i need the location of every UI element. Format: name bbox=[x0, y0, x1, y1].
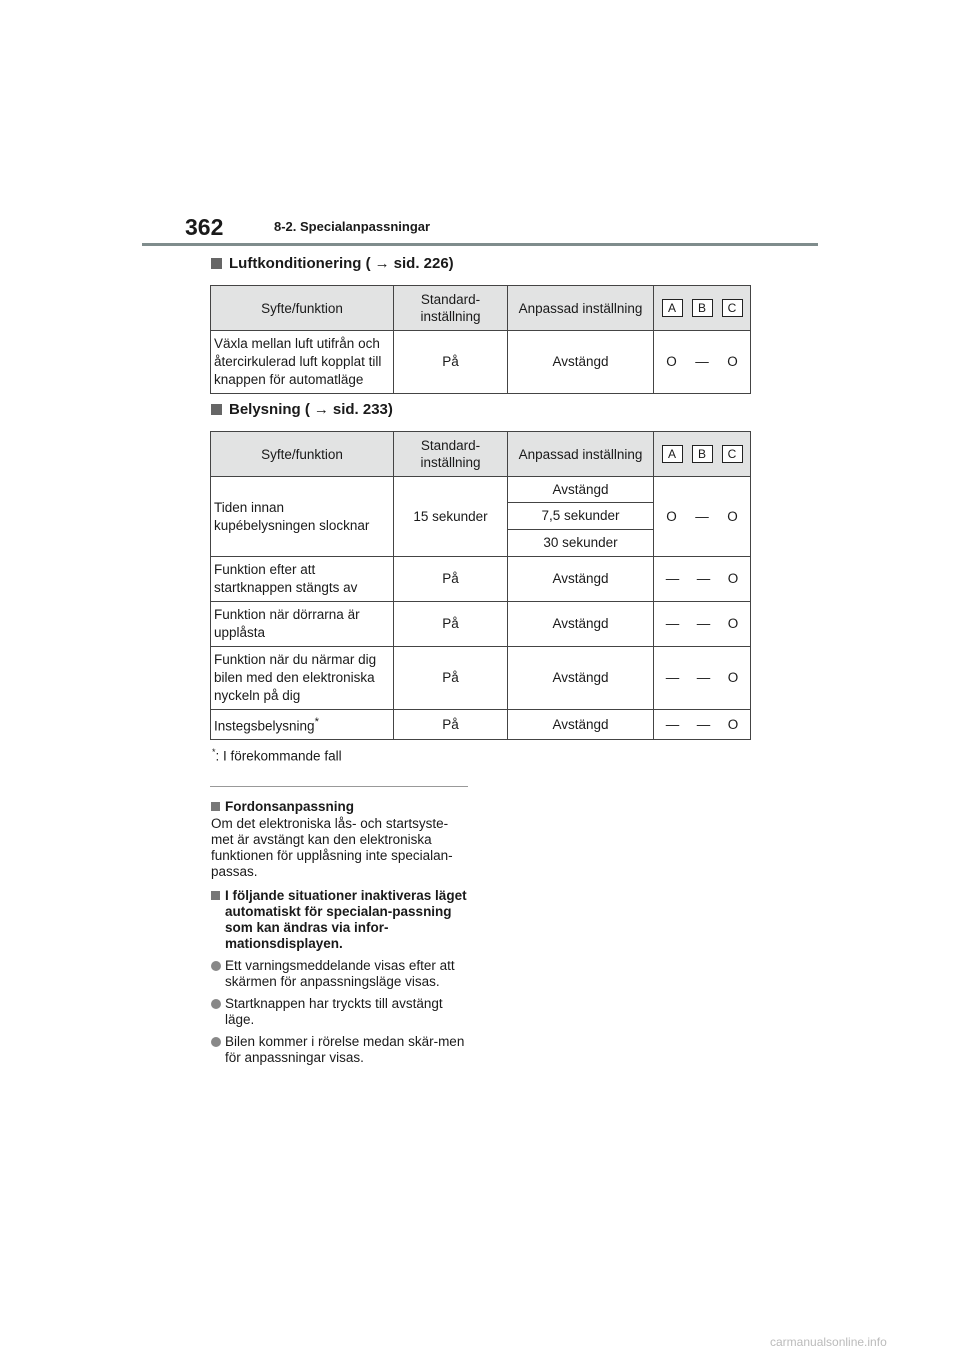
cell-abc: O — O bbox=[654, 331, 751, 394]
header-anpassad: Anpassad inställning bbox=[508, 286, 654, 331]
notes-divider bbox=[210, 786, 468, 787]
label-a: A bbox=[662, 445, 683, 463]
label-c: C bbox=[722, 445, 743, 463]
list-item: Ett varningsmeddelande visas efter att skärmen för anpassningsläge visas. bbox=[211, 958, 469, 990]
cell-abc: O — O bbox=[654, 477, 751, 557]
header-standard: Standard- inställning bbox=[394, 432, 508, 477]
label-b: B bbox=[692, 299, 713, 317]
label-b: B bbox=[692, 445, 713, 463]
arrow-right-icon: → bbox=[313, 401, 329, 418]
cell-custom: Avstängd bbox=[508, 710, 654, 740]
header-anpassad: Anpassad inställning bbox=[508, 432, 654, 477]
cell-purpose: Funktion efter att startknappen stängts av bbox=[211, 557, 394, 602]
header-abc bbox=[654, 432, 751, 477]
header-divider bbox=[142, 243, 818, 246]
heading-text: Belysning ( bbox=[229, 401, 310, 418]
square-bullet-icon bbox=[211, 891, 220, 900]
header-standard: Standard- inställning bbox=[394, 286, 508, 331]
cell-abc: — — O bbox=[654, 557, 751, 602]
cell-standard: På bbox=[394, 557, 508, 602]
cell-standard: På bbox=[394, 331, 508, 394]
header-abc bbox=[654, 286, 751, 331]
cell-custom: Avstängd bbox=[508, 647, 654, 710]
arrow-right-icon: → bbox=[374, 255, 390, 272]
page-number: 362 bbox=[185, 214, 224, 240]
cell-custom: Avstängd bbox=[508, 331, 654, 394]
note-heading: I följande situationer inaktiveras läget automatiskt för specialan-passning som kan ändras via infor-mationsdisplayen. bbox=[211, 888, 469, 952]
table-row bbox=[211, 710, 751, 740]
heading-text: Luftkonditionering ( bbox=[229, 255, 371, 272]
list-item: Startknappen har tryckts till avstängt läge. bbox=[211, 996, 469, 1028]
heading-ref: sid. 233) bbox=[332, 401, 393, 418]
table-row bbox=[211, 647, 751, 710]
header-syfte: Syfte/funktion bbox=[211, 432, 394, 477]
section-title: 8-2. Specialanpassningar bbox=[274, 219, 431, 234]
table-row bbox=[211, 602, 751, 647]
label-a: A bbox=[662, 299, 683, 317]
table-row bbox=[211, 557, 751, 602]
cell-custom: 7,5 sekunder bbox=[508, 503, 654, 530]
note-heading: Fordonsanpassning bbox=[211, 799, 469, 815]
cell-standard: På bbox=[394, 647, 508, 710]
cell-abc: — — O bbox=[654, 710, 751, 740]
square-bullet-icon bbox=[211, 404, 222, 415]
table-row bbox=[211, 477, 751, 503]
cell-custom: Avstängd bbox=[508, 477, 654, 503]
cell-abc: — — O bbox=[654, 602, 751, 647]
table-belysning bbox=[210, 431, 751, 740]
cell-custom: 30 sekunder bbox=[508, 530, 654, 557]
footnote: *: I förekommande fall bbox=[212, 747, 342, 764]
cell-custom: Avstängd bbox=[508, 602, 654, 647]
table-header-row bbox=[211, 432, 751, 477]
cell-standard: På bbox=[394, 710, 508, 740]
note-text: Om det elektroniska lås- och startsyste-met är avstängt kan den elektroniska funktionen för upplåsning inte specialan-passas. bbox=[211, 816, 453, 879]
notes-block bbox=[211, 791, 469, 1066]
cell-abc: — — O bbox=[654, 647, 751, 710]
heading-ref: sid. 226) bbox=[393, 255, 454, 272]
circle-bullet-icon bbox=[211, 1037, 221, 1047]
table-row bbox=[211, 331, 751, 394]
cell-purpose: Funktion när dörrarna är upplåsta bbox=[211, 602, 394, 647]
square-bullet-icon bbox=[211, 258, 222, 269]
table-luftkonditionering bbox=[210, 285, 751, 394]
cell-custom: Avstängd bbox=[508, 557, 654, 602]
circle-bullet-icon bbox=[211, 999, 221, 1009]
list-item: Bilen kommer i rörelse medan skär-men för anpassningar visas. bbox=[211, 1034, 469, 1066]
table-header-row bbox=[211, 286, 751, 331]
cell-standard: På bbox=[394, 602, 508, 647]
cell-purpose: Växla mellan luft utifrån och återcirkulerad luft kopplat till knappen för automatläge bbox=[211, 331, 394, 394]
cell-purpose: Funktion när du närmar dig bilen med den elektroniska nyckeln på dig bbox=[211, 647, 394, 710]
square-bullet-icon bbox=[211, 802, 220, 811]
cell-purpose: Tiden innan kupébelysningen slocknar bbox=[211, 477, 394, 557]
circle-bullet-icon bbox=[211, 961, 221, 971]
cell-purpose: Instegsbelysning* bbox=[211, 710, 394, 740]
heading-luftkonditionering bbox=[211, 255, 454, 272]
heading-belysning bbox=[211, 401, 393, 418]
watermark: carmanualsonline.info bbox=[770, 1335, 887, 1349]
header-syfte: Syfte/funktion bbox=[211, 286, 394, 331]
label-c: C bbox=[722, 299, 743, 317]
cell-standard: 15 sekunder bbox=[394, 477, 508, 557]
